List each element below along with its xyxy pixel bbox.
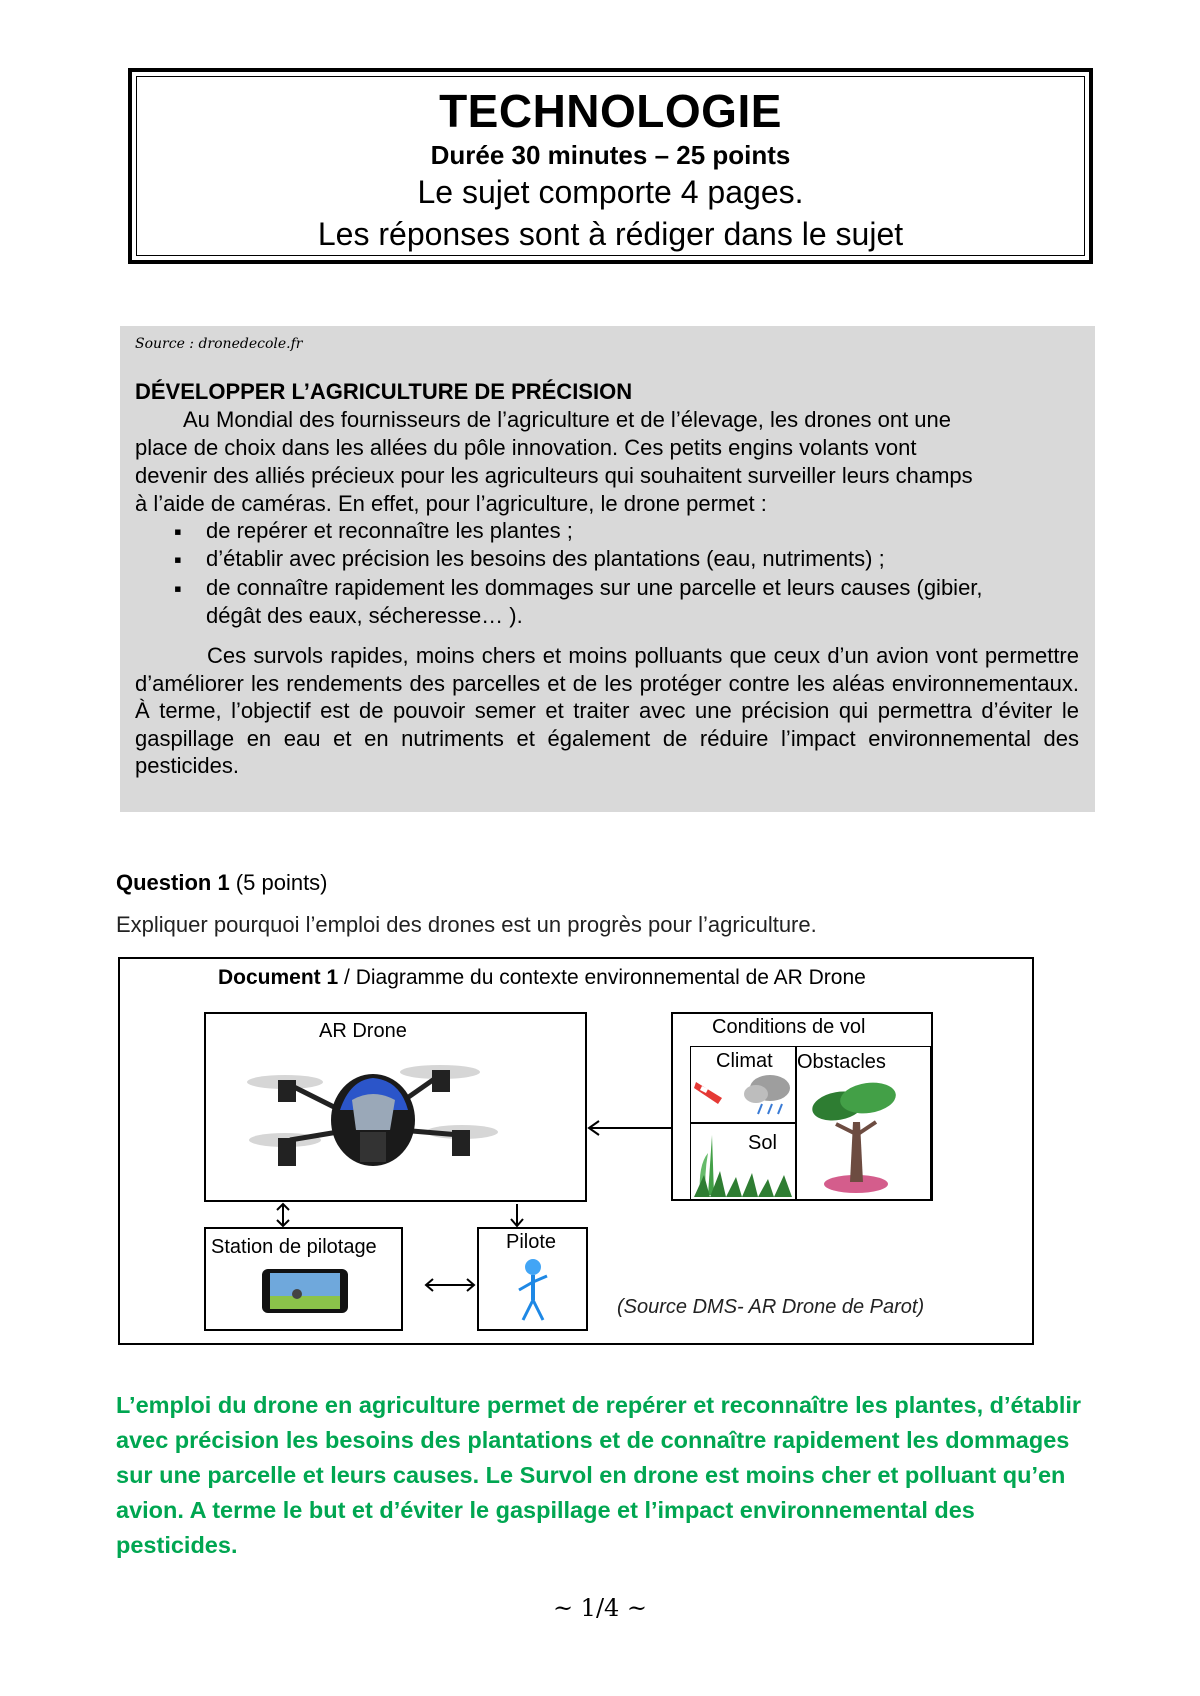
weather-icon (692, 1070, 796, 1120)
question1-text: Expliquer pourquoi l’emploi des drones est un progrès pour l’agriculture. (116, 912, 817, 937)
article-para1-line1: Au Mondial des fournisseurs de l’agriculture et de l’élevage, les drones ont une (183, 407, 952, 432)
article-bullet-3: de connaître rapidement les dommages sur une parcelle et leurs causes (gibier, (206, 575, 983, 600)
question1-label (116, 870, 328, 896)
double-arrow-horizontal-icon (423, 1276, 477, 1294)
exam-title: TECHNOLOGIE (439, 85, 782, 137)
station-de-pilotage-label: Station de pilotage (211, 1236, 377, 1258)
question1-title: Question 1 (116, 870, 230, 895)
bullet-icon: ▪ (174, 519, 182, 544)
page-number: ~ 1/4 ~ (552, 1594, 648, 1622)
document1-title (218, 966, 866, 990)
drone-icon (240, 1040, 500, 1190)
answer-text: L’emploi du drone en agriculture permet de repérer et reconnaître les plantes, d’établir avec précision les besoins des plantations et de connaître rapidement les dommages sur une parcelle et leurs causes. Le Survol en drone est moins cher et polluant qu’en avion. A terme le but et d’éviter le gaspillage et l’impact environnemental des pesticides. (116, 1392, 1082, 1558)
article-para2: Ces survols rapides, moins chers et moins polluants que ceux d’un avion vont permettre d’améliorer les rendements des parcelles et de les protéger contre les aléas environnementaux. À terme, l’objectif est de pouvoir semer et traiter avec une précision qui permettra d’éviter le gaspillage en eau et en nutriments et également de réduire l’impact environnemental des pesticides. (135, 643, 1079, 778)
conditions-de-vol-label: Conditions de vol (712, 1016, 866, 1038)
article-bullet-2: d’établir avec précision les besoins des plantations (eau, nutriments) ; (206, 546, 885, 571)
smartphone-icon (261, 1268, 349, 1314)
exam-header-box (128, 68, 1093, 264)
grass-icon (694, 1125, 794, 1197)
bullet-icon: ▪ (174, 547, 182, 572)
article-source: Source : dronedecole.fr (135, 336, 303, 352)
article-para1-line3: devenir des alliés précieux pour les agriculteurs qui souhaitent surveiller leurs champs (135, 463, 973, 488)
climat-label: Climat (716, 1050, 773, 1072)
document1-title-bold: Document 1 (218, 966, 339, 989)
person-icon (513, 1256, 553, 1326)
article-bullet-3-cont: dégât des eaux, sécheresse… ). (206, 603, 523, 628)
document1-title-rest: / Diagramme du contexte environnemental de AR Drone (338, 966, 866, 989)
question1-points: (5 points) (229, 870, 328, 895)
arrow-left-icon (585, 1118, 675, 1138)
article-para1-line4: à l’aide de caméras. En effet, pour l’agriculture, le drone permet : (135, 491, 767, 516)
exam-duration: Durée 30 minutes – 25 points (430, 140, 791, 170)
article-bullet-1: de repérer et reconnaître les plantes ; (206, 518, 573, 543)
exam-instructions: Les réponses sont à rédiger dans le sujet (317, 216, 904, 252)
arrow-down-icon (509, 1202, 525, 1228)
bullet-icon: ▪ (174, 576, 182, 601)
pilote-label: Pilote (506, 1231, 557, 1253)
exam-page-count: Le sujet comporte 4 pages. (417, 174, 804, 210)
article-para1-line2: place de choix dans les allées du pôle innovation. Ces petits engins volants vont (135, 435, 917, 460)
obstacles-label: Obstacles (797, 1051, 886, 1073)
sol-label: Sol (748, 1132, 777, 1154)
ar-drone-label: AR Drone (319, 1020, 407, 1042)
document1-source: (Source DMS- AR Drone de Parot) (617, 1296, 925, 1318)
tree-icon (806, 1072, 906, 1197)
article-heading: DÉVELOPPER L’AGRICULTURE DE PRÉCISION (135, 379, 633, 404)
double-arrow-vertical-icon (275, 1202, 291, 1228)
